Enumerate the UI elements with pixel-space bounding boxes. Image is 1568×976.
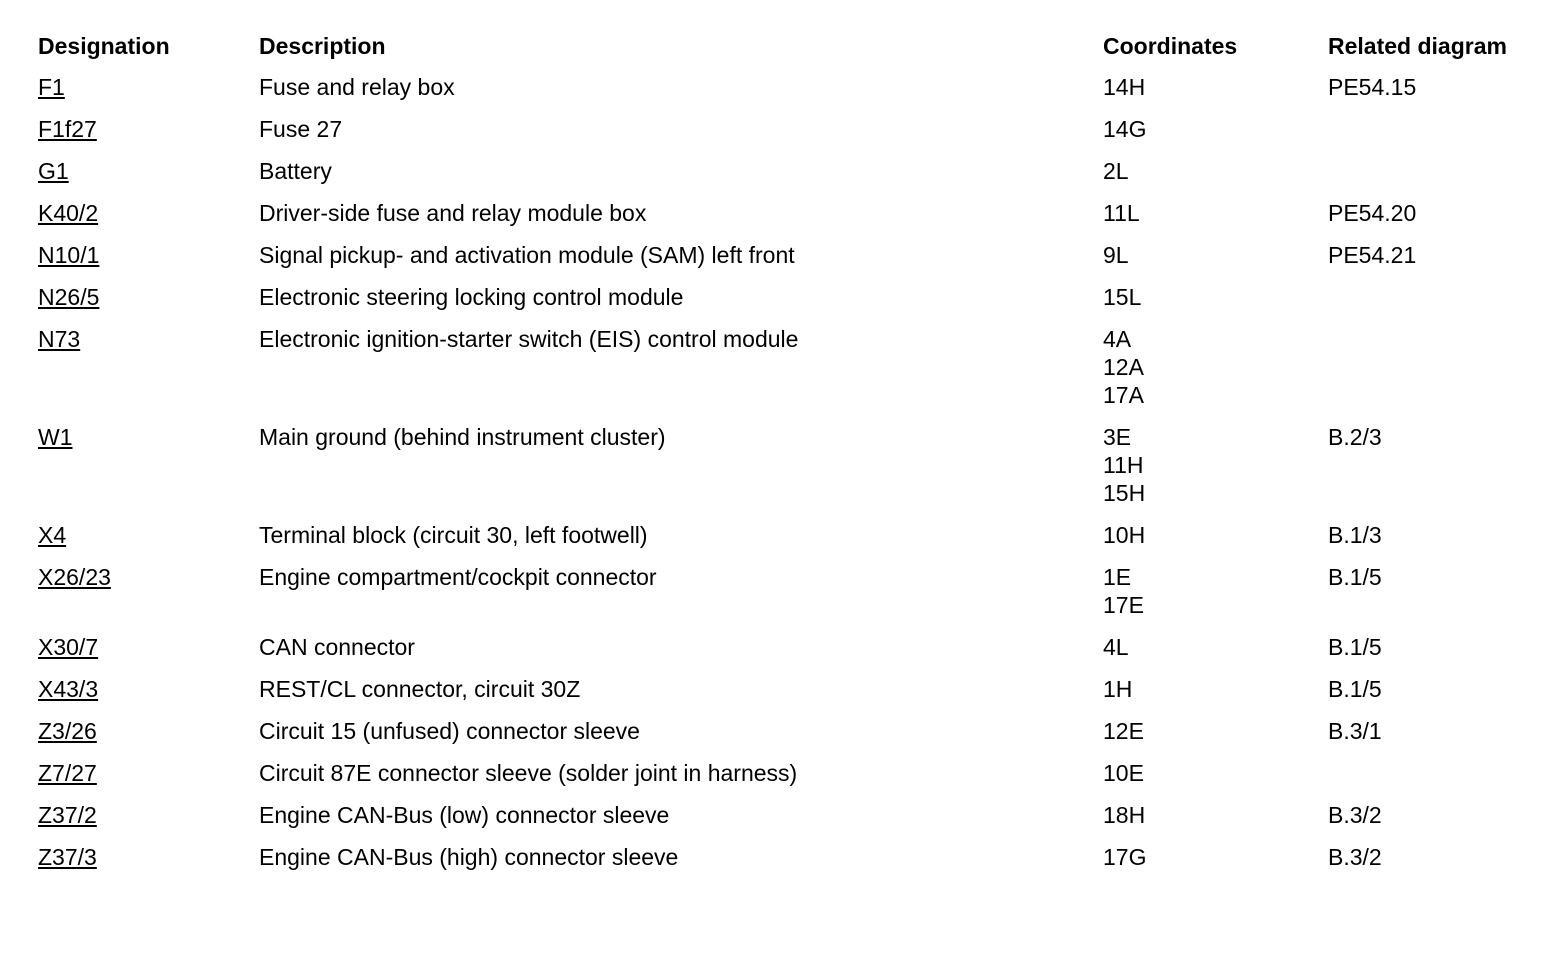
designation-link[interactable]: X4 — [38, 522, 67, 548]
designation-link[interactable]: Z37/3 — [38, 844, 97, 870]
coordinates-cell — [1103, 714, 1328, 756]
coordinates-cell — [1103, 112, 1328, 154]
table-row — [38, 756, 1538, 798]
designation-cell — [38, 798, 259, 840]
coordinates-cell — [1103, 420, 1328, 518]
designation-cell — [38, 154, 259, 196]
description-cell: Main ground (behind instrument cluster) — [259, 424, 666, 450]
description-cell: Fuse 27 — [259, 116, 343, 142]
designation-link[interactable]: X43/3 — [38, 676, 99, 702]
table-row — [38, 154, 1538, 196]
header-row — [38, 28, 1538, 70]
coordinate-value: 9L — [1103, 242, 1129, 268]
table-row — [38, 630, 1538, 672]
table-row — [38, 798, 1538, 840]
related-diagram-cell: B.1/5 — [1328, 676, 1382, 702]
description-cell: Driver-side fuse and relay module box — [259, 200, 647, 226]
designation-link[interactable]: Z7/27 — [38, 760, 97, 786]
description-cell: Fuse and relay box — [259, 74, 455, 100]
description-cell: REST/CL connector, circuit 30Z — [259, 676, 581, 702]
designation-link[interactable]: G1 — [38, 158, 69, 184]
coordinate-value: 10E — [1103, 760, 1144, 786]
coordinates-cell — [1103, 238, 1328, 280]
table-row — [38, 196, 1538, 238]
coordinates-cell — [1103, 560, 1328, 630]
coordinate-value: 14H — [1103, 74, 1146, 100]
table-row — [38, 560, 1538, 630]
related-diagram-cell: B.3/1 — [1328, 718, 1382, 744]
description-cell: Engine CAN-Bus (low) connector sleeve — [259, 802, 670, 828]
designation-link[interactable]: X30/7 — [38, 634, 99, 660]
coordinate-value: 1H — [1103, 676, 1133, 702]
coordinates-cell — [1103, 798, 1328, 840]
coordinate-value: 17A — [1103, 382, 1144, 408]
coordinate-value: 14G — [1103, 116, 1147, 142]
designation-link[interactable]: F1 — [38, 74, 65, 100]
description-cell: Terminal block (circuit 30, left footwell) — [259, 522, 648, 548]
designation-cell — [38, 672, 259, 714]
header-designation: Designation — [38, 33, 170, 59]
related-diagram-cell: B.3/2 — [1328, 802, 1382, 828]
designation-link[interactable]: Z3/26 — [38, 718, 97, 744]
coordinate-value: 10H — [1103, 522, 1146, 548]
related-diagram-cell: B.1/3 — [1328, 522, 1382, 548]
related-diagram-cell: PE54.15 — [1328, 74, 1417, 100]
coordinate-value: 4L — [1103, 634, 1129, 660]
coordinate-value: 17E — [1103, 592, 1144, 618]
designation-cell — [38, 322, 259, 420]
table-header — [38, 28, 1538, 70]
designation-cell — [38, 280, 259, 322]
coordinate-value: 2L — [1103, 158, 1129, 184]
related-diagram-cell — [1328, 280, 1538, 322]
coordinate-value: 1E — [1103, 564, 1132, 590]
designation-cell — [38, 756, 259, 798]
designation-link[interactable]: N73 — [38, 326, 81, 352]
coordinate-value: 11H — [1103, 452, 1144, 478]
table-row — [38, 518, 1538, 560]
related-diagram-cell: PE54.21 — [1328, 242, 1417, 268]
table-row — [38, 280, 1538, 322]
coordinates-cell — [1103, 280, 1328, 322]
header-coordinates: Coordinates — [1103, 33, 1238, 59]
designation-cell — [38, 196, 259, 238]
coordinates-cell — [1103, 70, 1328, 112]
coordinate-value: 11L — [1103, 200, 1140, 226]
designation-cell — [38, 112, 259, 154]
description-cell: Engine compartment/cockpit connector — [259, 564, 657, 590]
table-row — [38, 238, 1538, 280]
description-cell: Battery — [259, 158, 332, 184]
description-cell: Electronic steering locking control module — [259, 284, 684, 310]
designation-cell — [38, 420, 259, 518]
coordinates-cell — [1103, 672, 1328, 714]
coordinates-cell — [1103, 840, 1328, 882]
related-diagram-cell: B.2/3 — [1328, 424, 1382, 450]
designation-cell — [38, 560, 259, 630]
table-row — [38, 420, 1538, 518]
description-cell: Engine CAN-Bus (high) connector sleeve — [259, 844, 679, 870]
coordinate-value: 18H — [1103, 802, 1146, 828]
designation-link[interactable]: F1f27 — [38, 116, 97, 142]
description-cell: Electronic ignition-starter switch (EIS) control module — [259, 326, 799, 352]
table-row — [38, 714, 1538, 756]
header-related-diagram: Related diagram — [1328, 33, 1507, 59]
designation-link[interactable]: X26/23 — [38, 564, 111, 590]
coordinates-cell — [1103, 196, 1328, 238]
designation-cell — [38, 518, 259, 560]
table-row — [38, 112, 1538, 154]
designation-link[interactable]: W1 — [38, 424, 73, 450]
table-row — [38, 840, 1538, 882]
description-cell: Circuit 87E connector sleeve (solder joint in harness) — [259, 760, 798, 786]
table-body — [38, 70, 1538, 882]
coordinate-value: 12E — [1103, 718, 1144, 744]
related-diagram-cell: B.1/5 — [1328, 634, 1382, 660]
coordinate-value: 15L — [1103, 284, 1142, 310]
description-cell: Circuit 15 (unfused) connector sleeve — [259, 718, 640, 744]
coordinate-value: 15H — [1103, 480, 1146, 506]
table-row — [38, 672, 1538, 714]
coordinates-cell — [1103, 322, 1328, 420]
coordinates-cell — [1103, 630, 1328, 672]
coordinate-value: 12A — [1103, 354, 1144, 380]
component-legend-table — [38, 28, 1538, 882]
table-row — [38, 70, 1538, 112]
coordinate-value: 4A — [1103, 326, 1132, 352]
coordinates-cell — [1103, 756, 1328, 798]
description-cell: Signal pickup- and activation module (SAM) left front — [259, 242, 795, 268]
related-diagram-cell — [1328, 112, 1538, 154]
related-diagram-cell — [1328, 756, 1538, 798]
coordinates-cell — [1103, 518, 1328, 560]
designation-link[interactable]: Z37/2 — [38, 802, 97, 828]
designation-link[interactable]: N10/1 — [38, 242, 100, 268]
related-diagram-cell: PE54.20 — [1328, 200, 1417, 226]
coordinates-cell — [1103, 154, 1328, 196]
coordinate-value: 3E — [1103, 424, 1132, 450]
table-row — [38, 322, 1538, 420]
coordinate-value: 17G — [1103, 844, 1147, 870]
designation-cell — [38, 630, 259, 672]
header-description: Description — [259, 33, 386, 59]
designation-cell — [38, 70, 259, 112]
related-diagram-cell — [1328, 322, 1538, 420]
designation-cell — [38, 714, 259, 756]
related-diagram-cell: B.3/2 — [1328, 844, 1382, 870]
designation-cell — [38, 840, 259, 882]
related-diagram-cell — [1328, 154, 1538, 196]
description-cell: CAN connector — [259, 634, 415, 660]
related-diagram-cell: B.1/5 — [1328, 564, 1382, 590]
designation-link[interactable]: K40/2 — [38, 200, 99, 226]
designation-link[interactable]: N26/5 — [38, 284, 100, 310]
designation-cell — [38, 238, 259, 280]
